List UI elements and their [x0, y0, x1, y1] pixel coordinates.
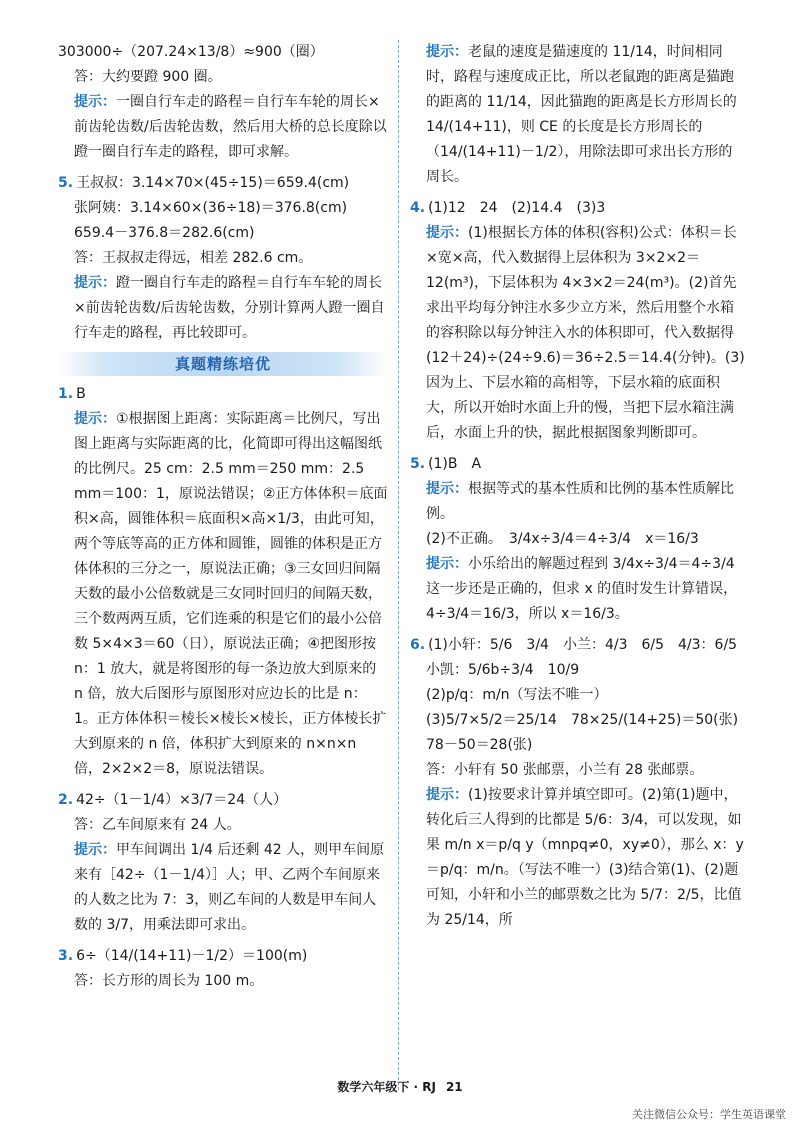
question-number: 1.	[58, 386, 74, 402]
calc-line: 303000÷（207.24×13/8）≈900（圈）	[58, 44, 324, 60]
question-number: 4.	[410, 200, 426, 216]
hint-paragraph	[410, 477, 746, 527]
calc-line: (3)5/7×5/2＝25/14 78×25/(14+25)＝50(张)	[426, 712, 739, 728]
hint-paragraph	[58, 90, 388, 165]
page-footer	[0, 1078, 800, 1095]
right-column	[410, 40, 746, 933]
hint-text: 老鼠的速度是猫速度的 11/14，时间相同时，路程与速度成正比，所以老鼠跑的距离是猫跑的距离的 11/14，因此猫跑的距离是长方形周长的 14/(14+11)，则 CE 的长度是长方形周长的（14/(14+11)－1/2），用除法即可求出长方形的周长。	[426, 44, 737, 185]
hint-paragraph	[410, 783, 746, 933]
question-1-line	[58, 382, 388, 407]
question-4-line	[410, 196, 746, 221]
hint-label: 提示：	[74, 411, 116, 427]
calc-line: 78－50＝28(张)	[426, 737, 533, 753]
page-number: 21	[445, 1080, 463, 1094]
question-number: 2.	[58, 792, 74, 808]
answer-text: B	[76, 386, 86, 402]
column-divider	[398, 40, 399, 1090]
hint-text: 一圈自行车走的路程＝自行车车轮的周长×前齿轮齿数/后齿轮齿数，然后用大桥的总长度除以蹬一圈自行车走的路程，即可求解。	[74, 94, 387, 160]
hint-text: 蹬一圈自行车走的路程＝自行车车轮的周长×前齿轮齿数/后齿轮齿数，分别计算两人蹬一圈自行车走的路程，再比较即可。	[74, 275, 385, 341]
hint-text: 甲车间调出 1/4 后还剩 42 人，则甲车间原来有［42÷（1－1/4）］人；甲、乙两个车间原来的人数之比为 7：3，则乙车间的人数是甲车间人数的 3/7，用乘法即可求出。	[74, 842, 385, 933]
hint-paragraph	[58, 271, 388, 346]
answer-line: 答：小轩有 50 张邮票，小兰有 28 张邮票。	[426, 762, 704, 778]
watermark-text: 关注微信公众号：学生英语课堂	[632, 1108, 786, 1121]
calc-line: 659.4－376.8＝282.6(cm)	[74, 225, 255, 241]
answer-text: (1)小轩：5/6 3/4 小兰：4/3 6/5 4/3：6/5	[428, 637, 738, 653]
left-column	[58, 40, 388, 994]
hint-text: ①根据图上距离：实际距离＝比例尺，写出图上距离与实际距离的比，化简即可得出这幅图纸的比例尺。25 cm：2.5 mm＝250 mm：2.5 mm＝100：1，原说法错误；②正方体体积＝底面积×高，圆锥体积＝底面积×高×1/3，由此可知，两个等底等高的正方体和圆锥，圆锥的体积是正方体体积的三分之一，原说法正确；③三女回归间隔天数的最小公倍数就是三女同时回归的间隔天数，三个数两两互质，它们连乘的积是它们的最小公倍数 5×4×3＝60（日），原说法正确；④把图形按 n：1 放大，就是将图形的每一条边放大到原来的 n 倍，放大后图形与原图形对应边长的比是 n：1。正方体体积＝棱长×棱长×棱长，正方体棱长扩大到原来的 n 倍，体积扩大到原来的 n×n×n 倍，2×2×2＝8，原说法错误。	[74, 411, 388, 777]
hint-paragraph	[58, 838, 388, 938]
hint-label: 提示：	[426, 44, 468, 60]
question-5-line-1	[58, 171, 388, 196]
answer-line: 答：大约要蹬 900 圈。	[74, 69, 222, 85]
question-6-line	[410, 633, 746, 658]
hint-text: 小乐给出的解题过程到 3/4x÷3/4＝4÷3/4 这一步还是正确的，但求 x 的值时发生计算错误，4÷3/4＝16/3，所以 x＝16/3。	[426, 556, 738, 622]
question-number: 3.	[58, 948, 74, 964]
calc-line: 42÷（1－1/4）×3/7＝24（人）	[76, 792, 288, 808]
hint-paragraph	[410, 221, 746, 446]
question-3-line	[58, 944, 388, 969]
hint-paragraph	[410, 40, 746, 190]
hint-text: (1)根据长方体的体积(容积)公式：体积＝长×宽×高，代入数据得上层体积为 3×2×2＝12(m³)，下层体积为 4×3×2＝24(m³)。(2)首先求出平均每分钟注水多少立方米，然后用整个水箱的容积除以每分钟注入水的体积即可，代入数据得(12＋24)÷(24÷9.6)＝36÷2.5＝14.4(分钟)。(3)因为上、下层水箱的高相等，下层水箱的底面积大，所以开始时水面上升的慢，当把下层水箱注满后，水面上升的快，据此根据图象判断即可。	[426, 225, 745, 441]
answer-line: 答：长方形的周长为 100 m。	[74, 973, 264, 989]
answer-line: 答：王叔叔走得远，相差 282.6 cm。	[74, 250, 313, 266]
hint-label: 提示：	[426, 481, 468, 497]
hint-label: 提示：	[74, 94, 116, 110]
calc-line: 张阿姨：3.14×60×(36÷18)＝376.8(cm)	[74, 200, 348, 216]
hint-text: 根据等式的基本性质和比例的基本性质解比例。	[426, 481, 734, 522]
question-5-line	[410, 452, 746, 477]
answer-text: (2)p/q：m/n（写法不唯一）	[426, 687, 608, 703]
footer-text: 数学六年级下 · RJ	[337, 1080, 436, 1094]
hint-label: 提示：	[426, 787, 468, 803]
question-2-line	[58, 788, 388, 813]
hint-paragraph	[58, 407, 388, 782]
hint-label: 提示：	[426, 556, 468, 572]
question-number: 5.	[58, 175, 74, 191]
section-banner: 真题精练培优	[58, 352, 388, 376]
calc-line: 王叔叔：3.14×70×(45÷15)＝659.4(cm)	[76, 175, 350, 191]
question-number: 6.	[410, 637, 426, 653]
hint-label: 提示：	[74, 275, 116, 291]
hint-text: (1)按要求计算并填空即可。(2)第(1)题中，转化后三人得到的比都是 5/6：3/4，可以发现，如果 m/n x＝p/q y（mnpq≠0，xy≠0），那么 x：y＝p/q：m/n。（写法不唯一）(3)结合第(1)、(2)题可知，小轩和小兰的邮票数之比为 5/7：2/5，比值为 25/14，所	[426, 787, 744, 928]
hint-label: 提示：	[426, 225, 468, 241]
answer-text: 小凯：5/6b÷3/4 10/9	[426, 662, 580, 678]
answer-text: (2)不正确。 3/4x÷3/4＝4÷3/4 x＝16/3	[426, 531, 699, 547]
answer-line: 答：乙车间原来有 24 人。	[74, 817, 241, 833]
answer-text: (1)12 24 (2)14.4 (3)3	[428, 200, 606, 216]
hint-label: 提示：	[74, 842, 116, 858]
hint-paragraph	[410, 552, 746, 627]
question-number: 5.	[410, 456, 426, 472]
calc-line: 6÷（14/(14+11)－1/2）＝100(m)	[76, 948, 308, 964]
answer-text: (1)B A	[428, 456, 482, 472]
